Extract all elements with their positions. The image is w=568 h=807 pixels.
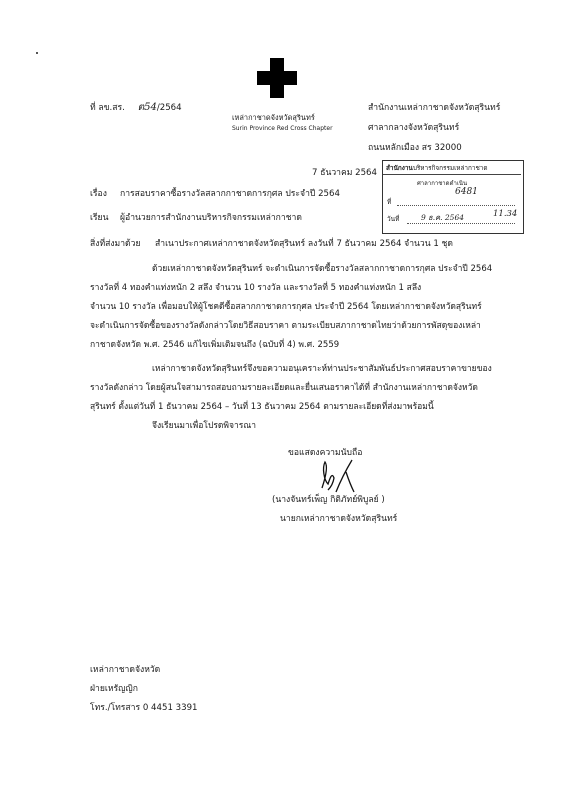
body-paragraph-2-line-2: รางวัลดังกล่าว โดยผู้สนใจสามารถสอบถามรายละเอียดและยื่นเสนอราคาได้ที่ สำนักงานเหล่ากาชาดจังหวัด xyxy=(90,383,478,393)
receiving-stamp xyxy=(382,160,524,234)
stamp-received-prefix: ที่ xyxy=(387,198,392,206)
body-paragraph-1-line-3: จำนวน 10 รางวัล เพื่อมอบให้ผู้โชคดีซื้อสลากกาชาดการกุศล ประจำปี 2564 โดยเหล่ากาชาดจังหวัดสุรินทร์ xyxy=(90,302,482,312)
attachment-label: สิ่งที่ส่งมาด้วย xyxy=(90,239,141,249)
body-paragraph-2-line-3: สุรินทร์ ตั้งแต่วันที่ 1 ธันวาคม 2564 – วันที่ 13 ธันวาคม 2564 ตามรายละเอียดที่ส่งมาพร้อมนี้ xyxy=(90,402,434,412)
body-paragraph-1-line-1: ด้วยเหล่ากาชาดจังหวัดสุรินทร์ จะดำเนินการจัดซื้อรางวัลสลากกาชาดการกุศล ประจำปี 2564 xyxy=(152,264,493,274)
margin-dot xyxy=(36,52,38,54)
address-line-3: ถนนหลักเมือง สร 32000 xyxy=(368,143,462,153)
doc-number-handwritten: ต54 xyxy=(137,102,157,113)
stamp-date-value: 9 ธ.ค. 2564 xyxy=(421,213,464,222)
body-paragraph-1-line-5: กาชาดจังหวัด พ.ศ. 2546 แก้ไขเพิ่มเติมจนถึง (ฉบับที่ 4) พ.ศ. 2559 xyxy=(90,340,340,350)
footer-line-3: โทร./โทรสาร 0 4451 3391 xyxy=(90,703,198,713)
stamp-date-label: วันที่ xyxy=(387,215,400,223)
body-paragraph-2-line-1: เหล่ากาชาดจังหวัดสุรินทร์จึงขอความอนุเคราะห์ท่านประชาสัมพันธ์ประกาศสอบราคาขายของ xyxy=(152,364,492,374)
org-name-th: เหล่ากาชาดจังหวัดสุรินทร์ xyxy=(232,113,315,122)
red-cross-emblem xyxy=(257,58,297,98)
signature-position: นายกเหล่ากาชาดจังหวัดสุรินทร์ xyxy=(280,514,398,524)
subject-label: เรื่อง xyxy=(90,189,107,199)
org-name-en: Surin Province Red Cross Chapter xyxy=(232,125,333,132)
address-line-1: สำนักงานเหล่ากาชาดจังหวัดสุรินทร์ xyxy=(368,103,501,113)
doc-number-prefix: ที่ ลข.สร. xyxy=(90,103,125,113)
letter-date: 7 ธันวาคม 2564 xyxy=(312,168,377,178)
stamp-date-line xyxy=(407,223,515,224)
signature-name: (นางจันทร์เพ็ญ กิติภัทย์พิบูลย์ ) xyxy=(272,495,385,505)
stamp-received-number: 6481 xyxy=(455,187,478,197)
stamp-number-line xyxy=(397,205,515,206)
stamp-title-bold: สำนักงาน xyxy=(386,164,413,172)
footer-line-2: ฝ่ายเหรัญญิก xyxy=(90,684,138,694)
doc-number-suffix: /2564 xyxy=(156,103,182,113)
doc-number xyxy=(90,100,182,115)
stamp-title xyxy=(383,161,521,175)
stamp-time-value: 11.34 xyxy=(493,209,518,219)
recipient-text: ผู้อำนวยการสำนักงานบริหารกิจกรรมเหล่ากาชาด xyxy=(120,213,302,223)
closing-line: จึงเรียนมาเพื่อโปรดพิจารณา xyxy=(152,421,257,431)
handwritten-signature xyxy=(312,458,364,496)
stamp-org-small: ศาลากาชาดดำเนิน xyxy=(417,180,468,187)
body-paragraph-1-line-4: จะดำเนินการจัดซื้อของรางวัลดังกล่าวโดยวิธีสอบราคา ตามระเบียบสภากาชาดไทยว่าด้วยการพัสดุของเหล่า xyxy=(90,321,481,331)
address-line-2: ศาลากลางจังหวัดสุรินทร์ xyxy=(368,123,460,133)
cross-horizontal-bar xyxy=(257,71,297,85)
recipient-label: เรียน xyxy=(90,213,109,223)
attachment-text: สำเนาประกาศเหล่ากาชาดจังหวัดสุรินทร์ ลงวันที่ 7 ธันวาคม 2564 จำนวน 1 ชุด xyxy=(155,239,453,249)
subject-text: การสอบราคาซื้อรางวัลสลากกาชาดการกุศล ประจำปี 2564 xyxy=(120,189,340,199)
signature-regards: ขอแสดงความนับถือ xyxy=(288,448,363,458)
body-paragraph-1-line-2: รางวัลที่ 4 ทองคำแท่งหนัก 2 สลึง จำนวน 10 รางวัล และรางวัลที่ 5 ทองคำแท่งหนัก 1 สลึง xyxy=(90,283,422,293)
footer-line-1: เหล่ากาชาดจังหวัด xyxy=(90,665,161,675)
stamp-title-rest: บริหารกิจกรรมเหล่ากาชาด xyxy=(412,164,488,172)
